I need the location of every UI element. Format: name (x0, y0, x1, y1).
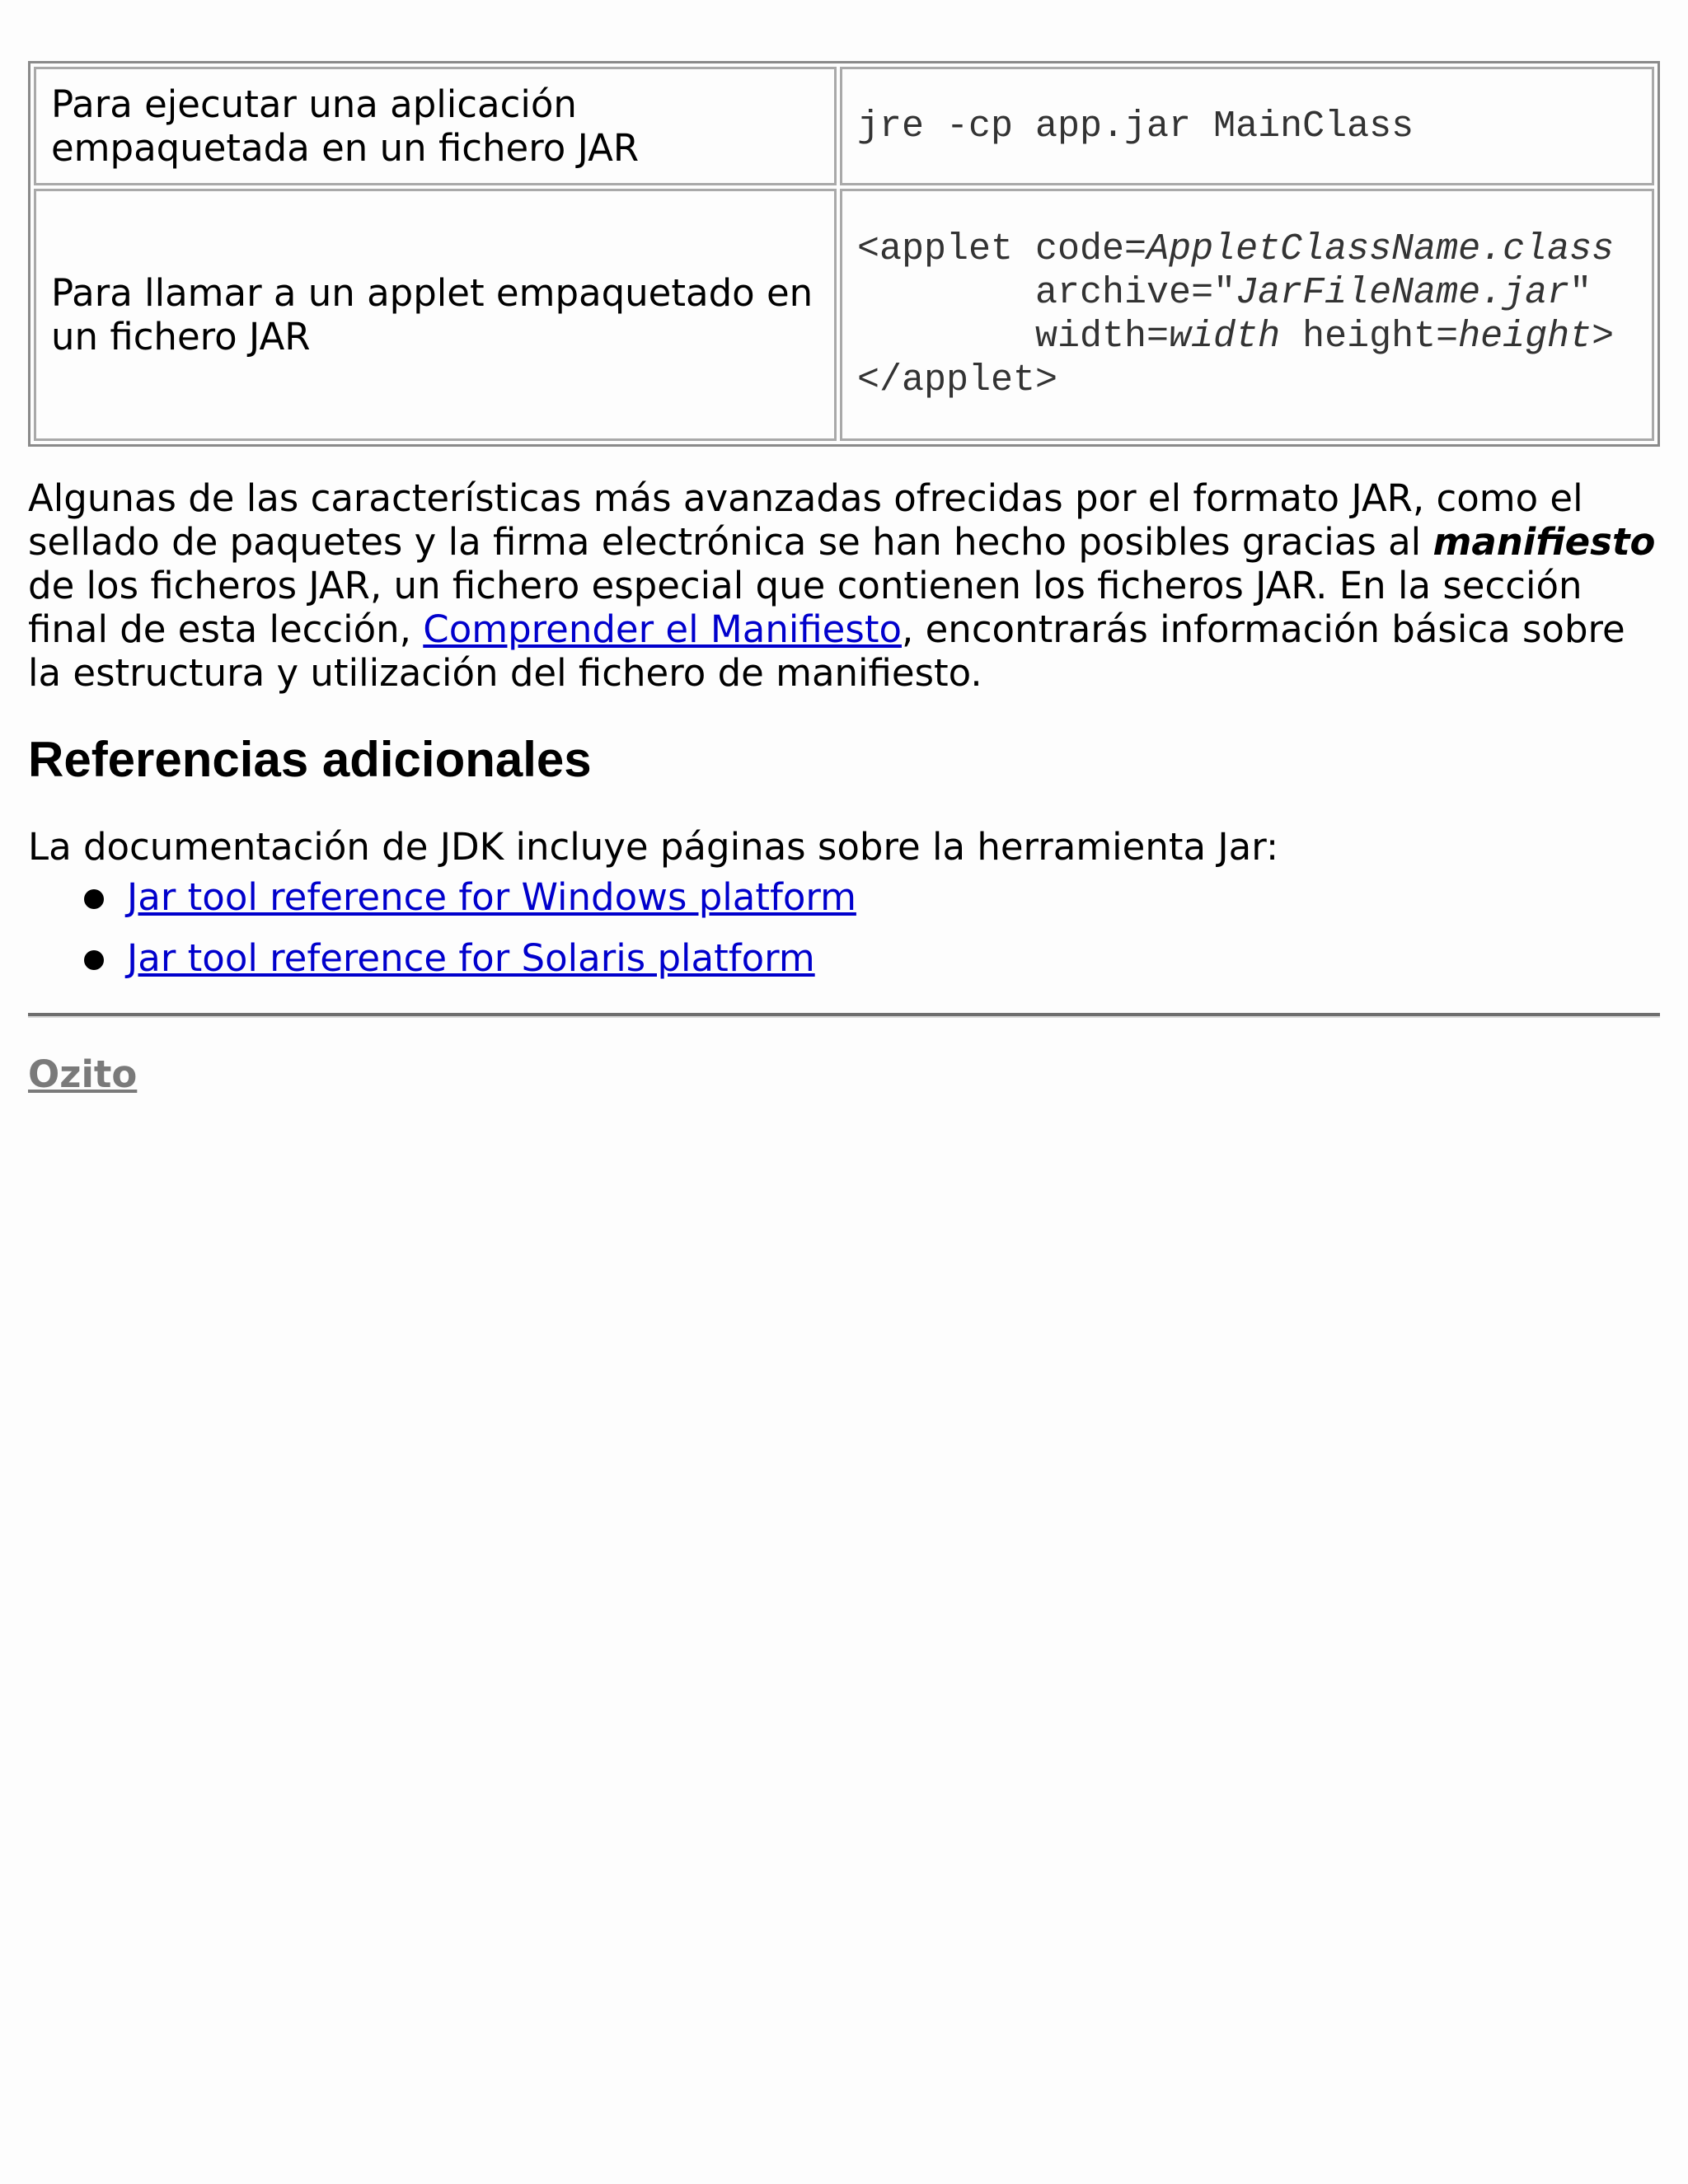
bullet-icon (84, 950, 104, 970)
applet-code: <applet code=AppletClassName.class archive="JarFileName.jar" width=width height=height> </applet> (857, 228, 1615, 401)
references-list (28, 875, 1660, 980)
manifest-paragraph: Algunas de las características más avanzadas ofrecidas por el formato JAR, como el sellado de paquetes y la firma electrónica se han hecho posibles gracias al manifiesto de los ficheros JAR, un fichero especial que contienen los ficheros JAR. En la sección final de esta lección, Comprender el Manifiesto, encontrarás información básica sobre la estructura y utilización del fichero de manifiesto. (28, 476, 1656, 695)
command-code: jre -cp app.jar MainClass (857, 105, 1414, 148)
understanding-manifest-link[interactable]: Comprender el Manifiesto (423, 607, 902, 651)
section-title: Referencias adicionales (28, 732, 592, 787)
jar-commands-table (28, 61, 1660, 447)
table-cell-description: Para ejecutar una aplicación empaquetada en un fichero JAR (34, 67, 837, 185)
list-item (127, 875, 1660, 919)
footer-divider (28, 1013, 1660, 1018)
table-cell-description: Para llamar a un applet empaquetado en un fichero JAR (34, 189, 837, 441)
table-cell-command (840, 67, 1654, 185)
table-cell-command (840, 189, 1654, 441)
ozito-link[interactable]: Ozito (28, 1052, 138, 1096)
solaris-reference-link[interactable]: Jar tool reference for Solaris platform (127, 936, 815, 980)
document-page (28, 61, 1660, 1096)
list-item (127, 936, 1660, 980)
emphasis-manifiesto: manifiesto (1432, 520, 1656, 564)
table-row (34, 189, 1654, 441)
bullet-icon (84, 889, 104, 909)
references-intro: La documentación de JDK incluye páginas sobre la herramienta Jar: (28, 825, 1279, 869)
windows-reference-link[interactable]: Jar tool reference for Windows platform (127, 875, 856, 919)
table-row (34, 67, 1654, 185)
